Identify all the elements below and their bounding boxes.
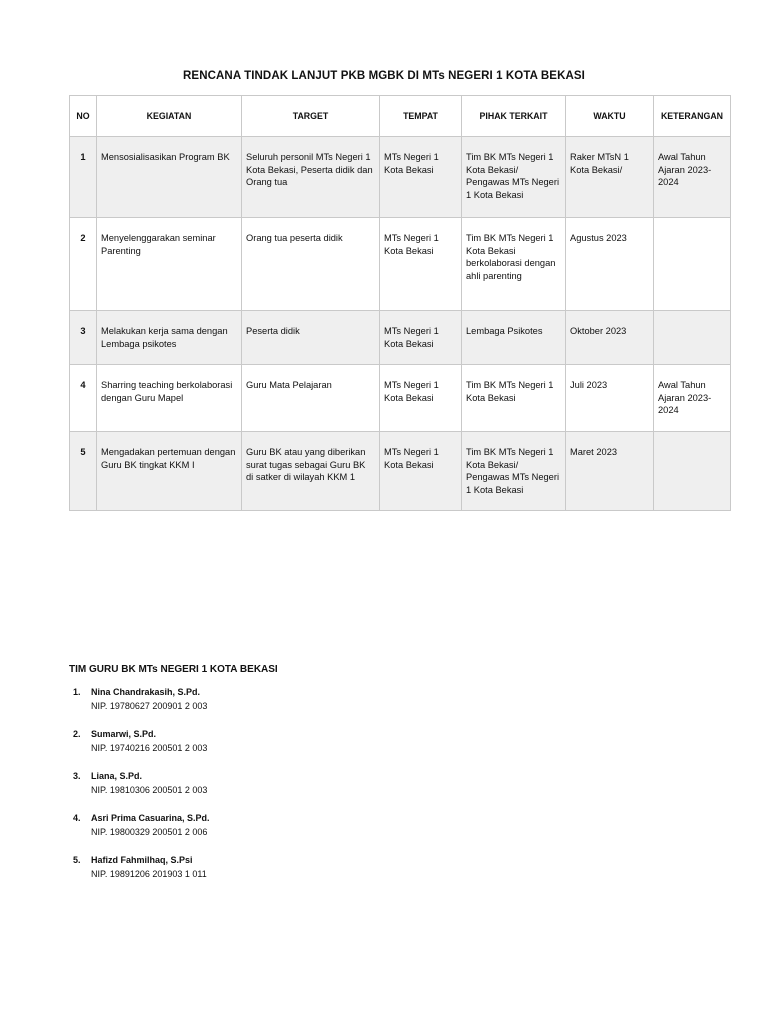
col-header-waktu: WAKTU — [566, 96, 654, 137]
col-header-pihak-terkait: PIHAK TERKAIT — [462, 96, 566, 137]
cell-keterangan — [654, 218, 731, 311]
member-nip: NIP. 19800329 200501 2 006 — [91, 826, 208, 837]
cell-keterangan: Awal Tahun Ajaran 2023-2024 — [654, 365, 731, 432]
cell-kegiatan: Sharring teaching berkolaborasi dengan Guru Mapel — [97, 365, 242, 432]
cell-target: Guru BK atau yang diberikan surat tugas sebagai Guru BK di satker di wilayah KKM 1 — [242, 432, 380, 511]
cell-no: 4 — [70, 365, 97, 432]
member-name: Liana, S.Pd. — [91, 771, 143, 781]
cell-target: Seluruh personil MTs Negeri 1 Kota Bekasi, Peserta didik dan Orang tua — [242, 137, 380, 218]
list-item — [69, 728, 210, 770]
list-item — [69, 770, 210, 812]
team-member-list — [69, 686, 210, 896]
cell-tempat: MTs Negeri 1 Kota Bekasi — [380, 137, 462, 218]
cell-pihak-terkait: Tim BK MTs Negeri 1 Kota Bekasi/ Pengawas MTs Negeri 1 Kota Bekasi — [462, 137, 566, 218]
col-header-target: TARGET — [242, 96, 380, 137]
list-item — [69, 812, 210, 854]
cell-no: 2 — [70, 218, 97, 311]
list-number: 4. — [73, 813, 81, 823]
cell-target: Orang tua peserta didik — [242, 218, 380, 311]
table-row — [70, 365, 731, 432]
cell-kegiatan: Melakukan kerja sama dengan Lembaga psikotes — [97, 311, 242, 365]
list-item — [69, 854, 210, 896]
cell-pihak-terkait: Lembaga Psikotes — [462, 311, 566, 365]
cell-no: 1 — [70, 137, 97, 218]
cell-no: 3 — [70, 311, 97, 365]
action-plan-table — [69, 95, 731, 511]
cell-target: Guru Mata Pelajaran — [242, 365, 380, 432]
cell-keterangan: Awal Tahun Ajaran 2023-2024 — [654, 137, 731, 218]
list-number: 2. — [73, 729, 81, 739]
member-nip: NIP. 19740216 200501 2 003 — [91, 742, 208, 753]
cell-pihak-terkait: Tim BK MTs Negeri 1 Kota Bekasi/ Pengawas MTs Negeri 1 Kota Bekasi — [462, 432, 566, 511]
cell-waktu: Maret 2023 — [566, 432, 654, 511]
member-name: Sumarwi, S.Pd. — [91, 729, 157, 739]
table-header-row — [70, 96, 731, 137]
table-row — [70, 218, 731, 311]
cell-tempat: MTs Negeri 1 Kota Bekasi — [380, 432, 462, 511]
cell-waktu: Oktober 2023 — [566, 311, 654, 365]
member-name: Asri Prima Casuarina, S.Pd. — [91, 813, 210, 823]
col-header-no: NO — [70, 96, 97, 137]
col-header-tempat: TEMPAT — [380, 96, 462, 137]
cell-kegiatan: Mengadakan pertemuan dengan Guru BK tingkat KKM I — [97, 432, 242, 511]
table-row — [70, 137, 731, 218]
cell-tempat: MTs Negeri 1 Kota Bekasi — [380, 365, 462, 432]
cell-target: Peserta didik — [242, 311, 380, 365]
cell-pihak-terkait: Tim BK MTs Negeri 1 Kota Bekasi berkolaborasi dengan ahli parenting — [462, 218, 566, 311]
member-nip: NIP. 19891206 201903 1 011 — [91, 868, 207, 879]
member-name: Hafizd Fahmilhaq, S.Psi — [91, 855, 193, 865]
cell-kegiatan: Mensosialisasikan Program BK — [97, 137, 242, 218]
member-nip: NIP. 19810306 200501 2 003 — [91, 784, 208, 795]
col-header-kegiatan: KEGIATAN — [97, 96, 242, 137]
cell-no: 5 — [70, 432, 97, 511]
cell-waktu: Juli 2023 — [566, 365, 654, 432]
cell-tempat: MTs Negeri 1 Kota Bekasi — [380, 311, 462, 365]
cell-tempat: MTs Negeri 1 Kota Bekasi — [380, 218, 462, 311]
table-row — [70, 311, 731, 365]
list-number: 5. — [73, 855, 81, 865]
cell-waktu: Agustus 2023 — [566, 218, 654, 311]
cell-pihak-terkait: Tim BK MTs Negeri 1 Kota Bekasi — [462, 365, 566, 432]
page-title: RENCANA TINDAK LANJUT PKB MGBK DI MTs NEGERI 1 KOTA BEKASI — [183, 70, 585, 82]
cell-kegiatan: Menyelenggarakan seminar Parenting — [97, 218, 242, 311]
cell-keterangan — [654, 311, 731, 365]
list-number: 3. — [73, 771, 81, 781]
col-header-keterangan: KETERANGAN — [654, 96, 731, 137]
member-name: Nina Chandrakasih, S.Pd. — [91, 687, 201, 697]
list-number: 1. — [73, 687, 81, 697]
list-item — [69, 686, 210, 728]
cell-waktu: Raker MTsN 1 Kota Bekasi/ — [566, 137, 654, 218]
member-nip: NIP. 19780627 200901 2 003 — [91, 700, 208, 711]
table-row — [70, 432, 731, 511]
team-section-title: TIM GURU BK MTs NEGERI 1 KOTA BEKASI — [69, 664, 278, 675]
cell-keterangan — [654, 432, 731, 511]
